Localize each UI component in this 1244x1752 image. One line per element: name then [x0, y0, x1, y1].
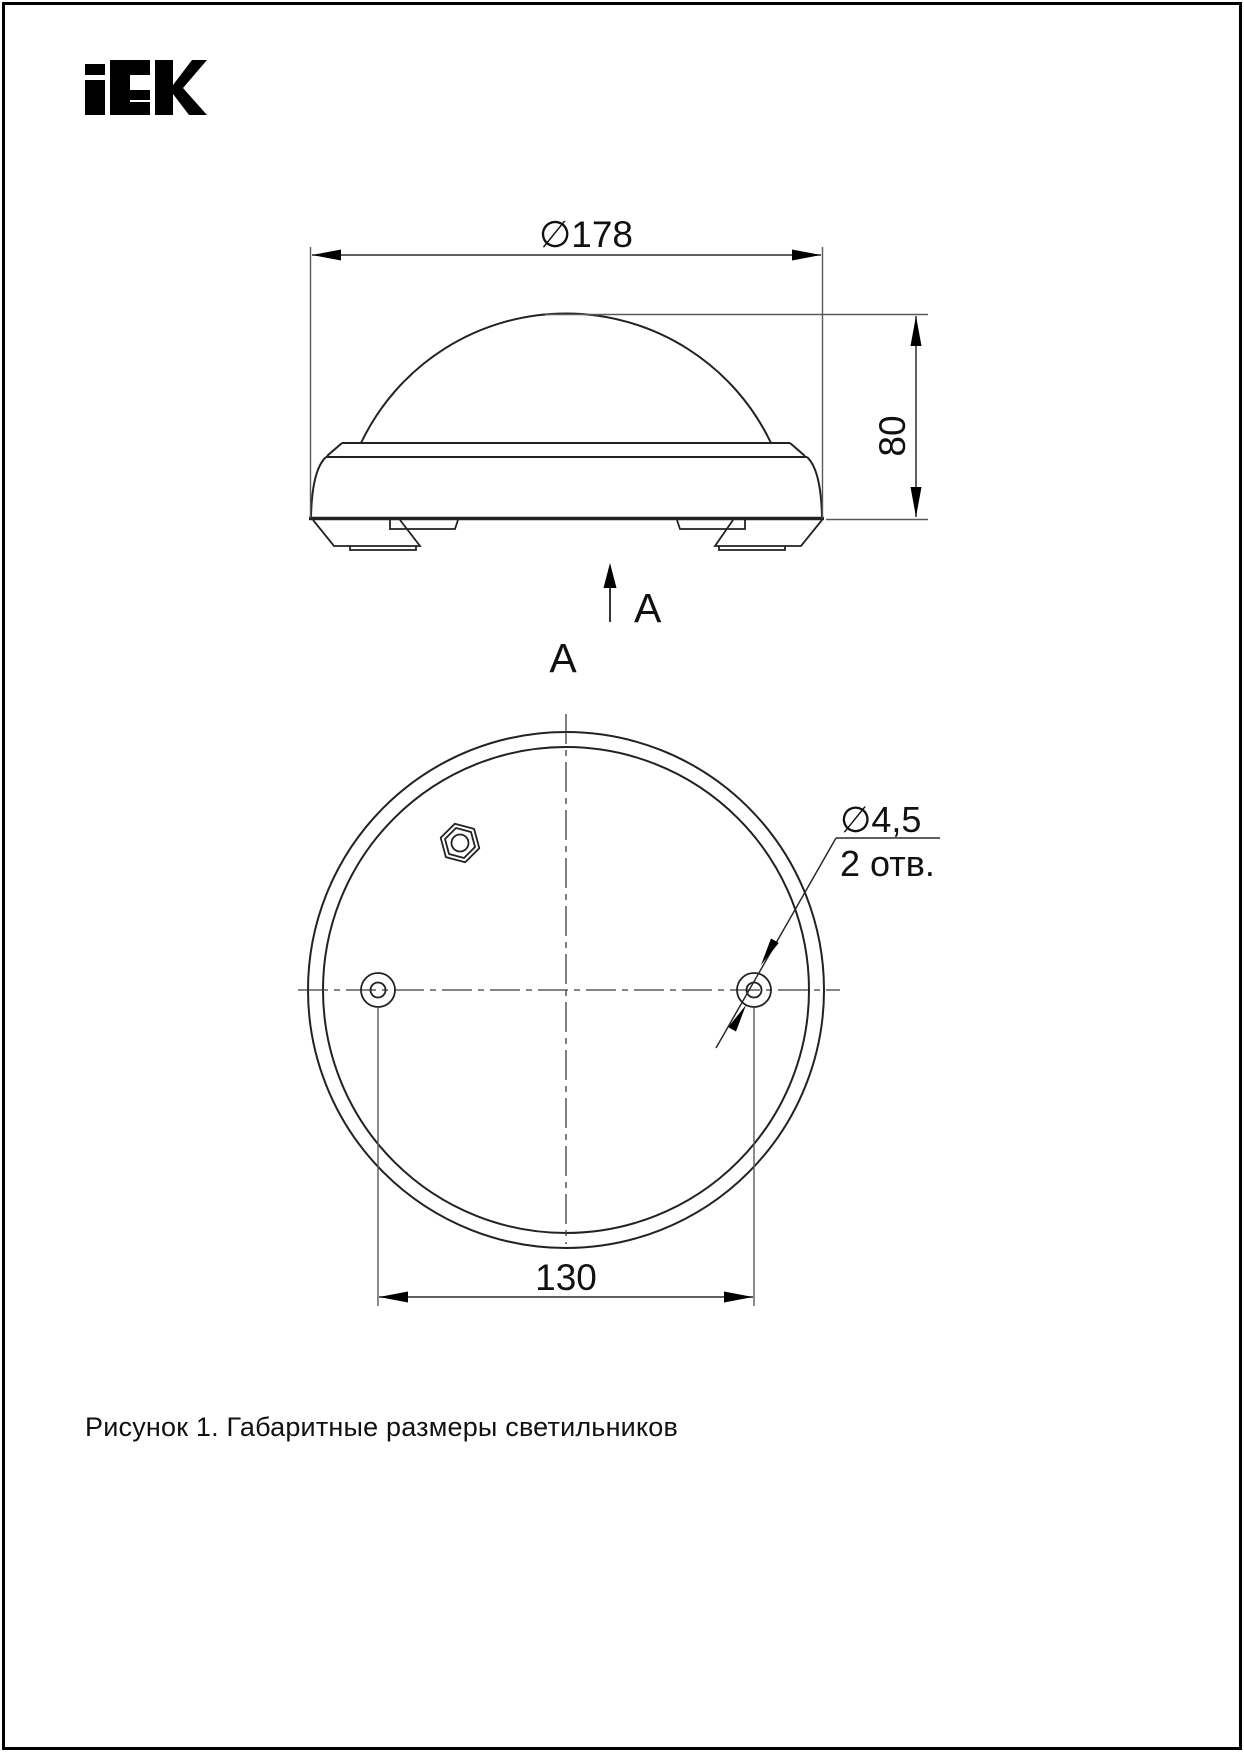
right-foot: [715, 520, 822, 546]
body-left-edge: [311, 457, 326, 517]
dome-outline: [361, 313, 771, 443]
leader-arrow-lower: [728, 1005, 746, 1032]
dim-arrow-left: [379, 1292, 408, 1303]
figure-caption: Рисунок 1. Габаритные размеры светильников: [85, 1412, 679, 1442]
arrow-head: [604, 563, 617, 588]
cable-gland-nut: [441, 824, 480, 863]
diameter-dimension: [311, 214, 823, 518]
height-dimension: [545, 315, 928, 520]
hole-callout: [716, 799, 940, 1048]
dim-arrow-right: [792, 250, 821, 261]
rim-left-chamfer: [327, 443, 342, 456]
holes-diameter: ∅4,5: [840, 799, 922, 840]
left-foot: [313, 520, 420, 546]
right-foot-tab: [677, 520, 745, 529]
dim-arrow-up: [911, 316, 922, 346]
height-value: 80: [872, 415, 913, 457]
dim-arrow-right: [724, 1292, 753, 1303]
rim-right-chamfer: [790, 443, 805, 456]
section-view-arrow: [604, 563, 663, 631]
holes-count: 2 отв.: [840, 843, 935, 884]
dim-arrow-left: [312, 250, 341, 261]
view-arrow-label: A: [634, 585, 662, 631]
diameter-value: ∅178: [539, 214, 633, 255]
bottom-view: [298, 714, 840, 1248]
dim-arrow-down: [911, 487, 922, 517]
nut-bore: [452, 835, 469, 852]
mounting-feet: [313, 520, 822, 550]
body-right-edge: [807, 457, 822, 517]
leader-arrow-upper: [761, 939, 779, 966]
side-view: [309, 313, 824, 550]
nut-inner-hex: [445, 828, 475, 858]
section-label: A: [549, 635, 577, 681]
spacing-value: 130: [535, 1257, 597, 1298]
